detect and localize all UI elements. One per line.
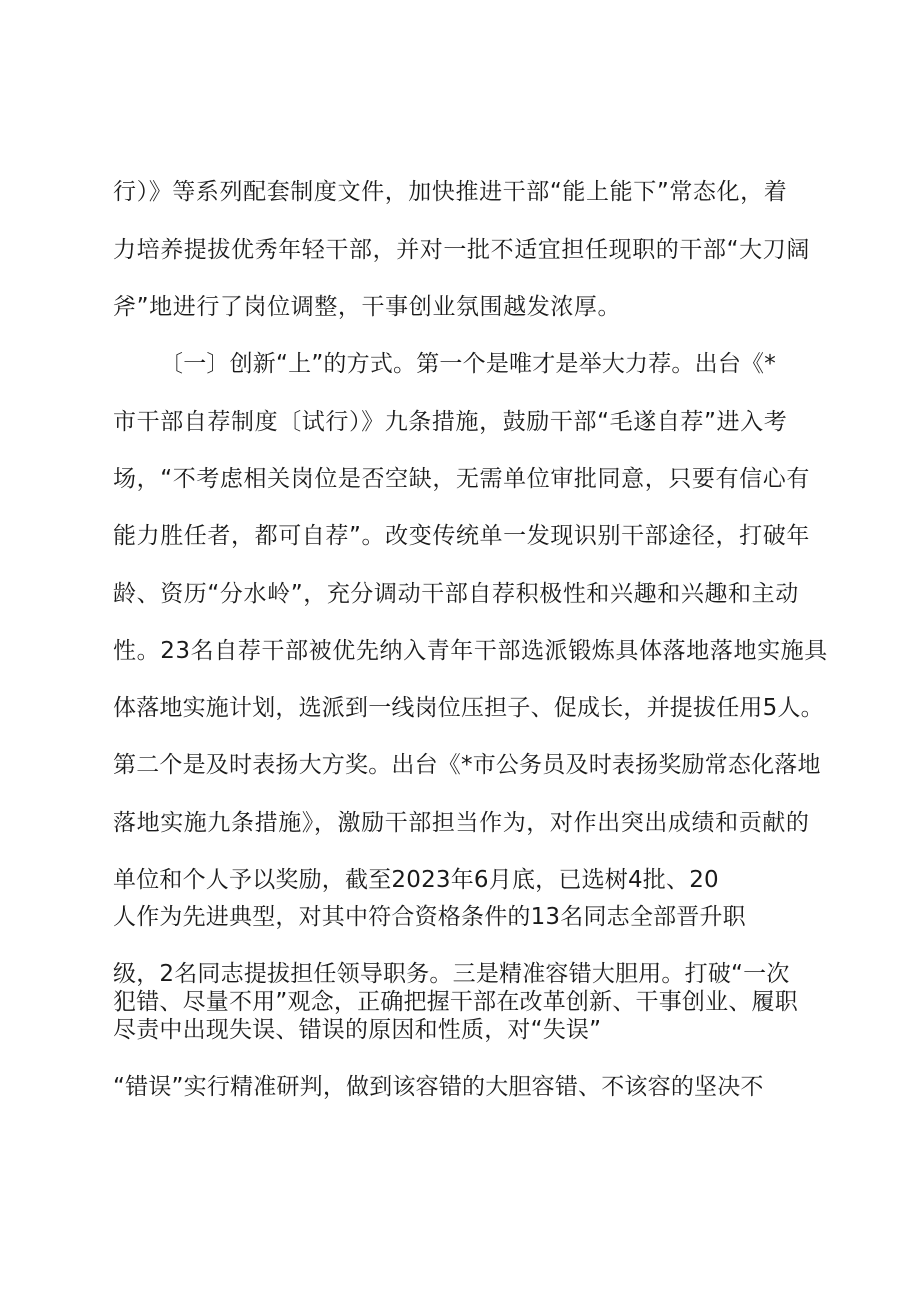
text-line-1: 行）》等系列配套制度文件，加快推进干部“能上能下”常态化，着	[113, 179, 788, 205]
text-line-8: 龄、资历“分水岭”，充分调动干部自荐积极性和兴趣和兴趣和主动	[113, 581, 799, 607]
text-line-16: 犯错、尽量不用”观念，正确把握干部在改革创新、干事创业、履职	[113, 989, 798, 1015]
text-line-17: 尽责中出现失误、错误的原因和性质，对“失误”	[113, 1017, 602, 1043]
text-line-6: 场，“不考虑相关岗位是否空缺，无需单位审批同意，只要有信心有	[113, 466, 810, 492]
text-line-10: 体落地实施计划，选派到一线岗位压担子、促成长，并提拔任用5人。	[113, 695, 824, 721]
text-line-4: 〔一〕创新“上”的方式。第一个是唯才是举大力荐。出台《*	[160, 351, 776, 377]
text-line-7: 能力胜任者，都可自荐”。改变传统单一发现识别干部途径，打破年	[113, 523, 810, 549]
text-line-2: 力培养提拔优秀年轻干部，并对一批不适宜担任现职的干部“大刀阔	[113, 237, 810, 263]
text-line-15: 级，2名同志提拔担任领导职务。三是精准容错大胆用。打破“一次	[113, 961, 790, 987]
text-line-13: 单位和个人予以奖励，截至2023年6月底，已选树4批、20	[113, 867, 719, 893]
text-line-5: 市干部自荐制度〔试行）》九条措施，鼓励干部“毛遂自荐”进入考	[113, 409, 788, 435]
text-line-12: 落地实施九条措施》，激励干部担当作为，对作出突出成绩和贡献的	[113, 810, 810, 836]
text-line-11: 第二个是及时表扬大方奖。出台《*市公务员及时表扬奖励常态化落地	[113, 752, 821, 778]
text-line-18: “错误”实行精准研判，做到该容错的大胆容错、不该容的坚决不	[113, 1074, 764, 1100]
text-line-14: 人作为先进典型，对其中符合资格条件的13名同志全部晋升职	[113, 904, 746, 930]
text-line-3: 斧”地进行了岗位调整，干事创业氛围越发浓厚。	[113, 294, 622, 320]
text-line-9: 性。23名自荐干部被优先纳入青年干部选派锻炼具体落地落地实施具	[113, 638, 828, 664]
